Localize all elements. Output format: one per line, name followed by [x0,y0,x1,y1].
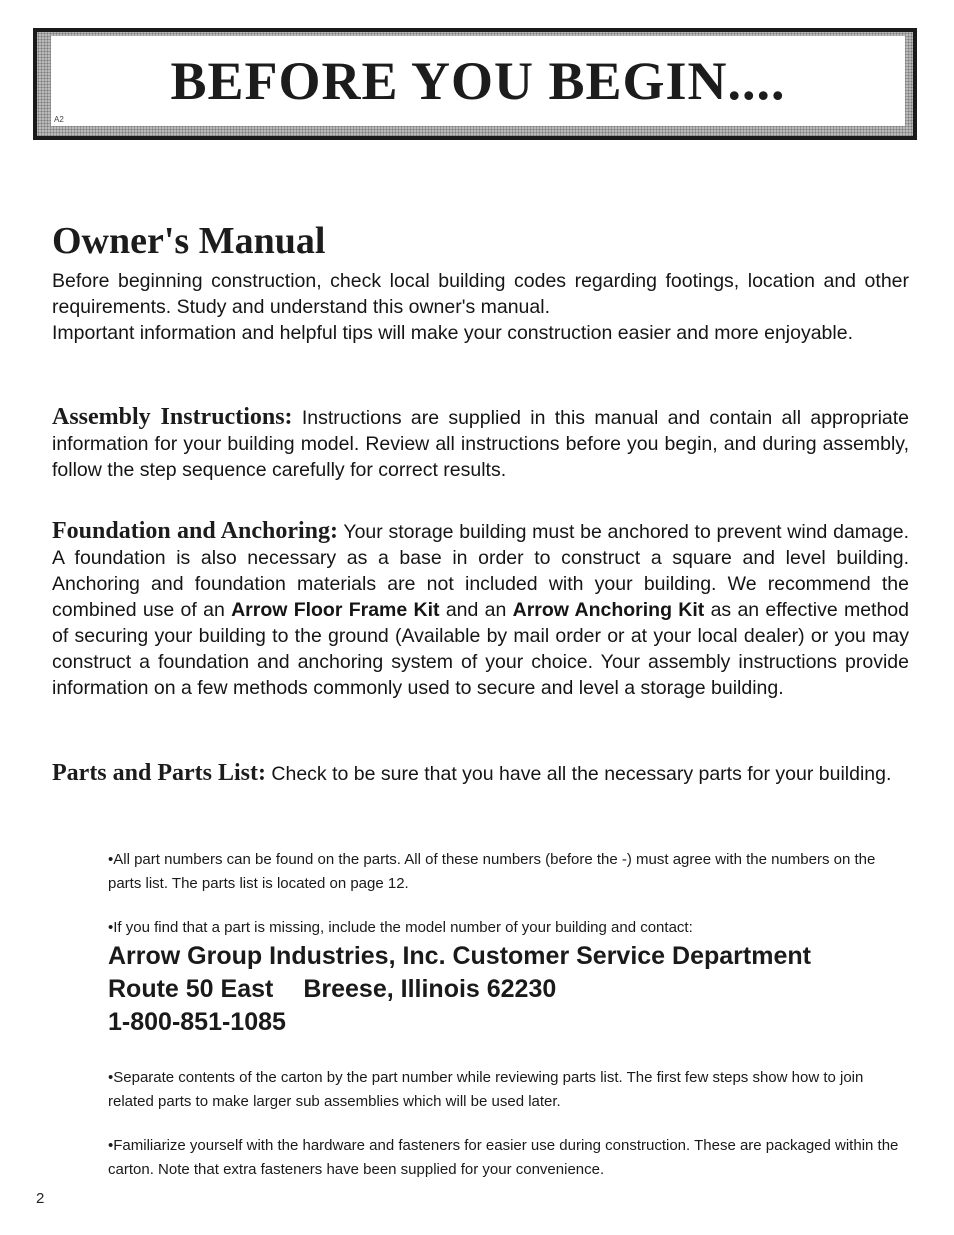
anchoring-kit: Arrow Anchoring Kit [512,599,705,621]
contact-city: Breese, Illinois 62230 [303,975,557,1003]
foundation-text-1: Your storage building must be anchored to prevent wind damage. A foundation is also necessary as a base in order to construct a square and level building. Anchoring and foundation materials are not included with your building. We recommend the combined use of an [52,521,909,621]
assembly-section [52,404,909,483]
banner-inner [51,36,905,126]
owners-manual-para-2: Important information and helpful tips will make your construction easier and more enjoyable. [52,322,853,344]
parts-paragraph [52,760,909,787]
parts-text: Check to be sure that you have all the necessary parts for your building. [271,763,892,785]
foundation-heading: Foundation and Anchoring: [52,518,339,544]
contact-company: Arrow Group Industries, Inc. Customer Service Department [108,942,811,970]
owners-manual-section [52,268,909,346]
foundation-section [52,518,909,701]
floor-frame-kit: Arrow Floor Frame Kit [231,599,440,621]
assembly-text: Instructions are supplied in this manual and contain all appropriate information for your building model. Review all instructions before you begin, and during assembly, follow the step sequence carefully for correct results. [52,407,910,481]
parts-section [52,760,909,787]
bullet-hardware: •Familiarize yourself with the hardware and fasteners for easier use during construction. These are packaged within the carton. Note that extra fasteners have been supplied for your convenience. [108,1137,899,1178]
parts-heading: Parts and Parts List: [52,760,266,786]
bullet-part-numbers: •All part numbers can be found on the parts. All of these numbers (before the -) must agree with the numbers on the parts list. The parts list is located on page 12. [108,851,876,892]
contact-phone: 1-800-851-1085 [108,1008,286,1036]
owners-manual-para-1: Before beginning construction, check local building codes regarding footings, location and other requirements. Study and understand this owner's manual. [52,270,909,318]
contact-address [108,973,928,1006]
contact-block [108,940,928,1039]
page-number: 2 [36,1190,45,1207]
bullet-separate-contents: •Separate contents of the carton by the part number while reviewing parts list. The first few steps show how to join related parts to make larger sub assemblies which will be used later. [108,1069,864,1110]
title-banner [33,28,917,140]
contact-street: Route 50 East [108,975,274,1003]
assembly-paragraph [52,404,909,483]
banner-code: A2 [54,115,64,124]
banner-title: BEFORE YOU BEGIN.... [170,51,786,111]
foundation-paragraph [52,518,909,701]
foundation-text-2: and an [445,599,507,621]
assembly-heading: Assembly Instructions: [52,404,293,430]
foundation-text-3: as an effective method of securing your building to the ground (Available by mail order or at your local dealer) or you may construct a foundation and anchoring system of your choice. Your assembly instructions provide information on a few methods commonly used to secure and level a storage building. [52,599,909,699]
bullet-missing-part: •If you find that a part is missing, include the model number of your building and contact: [108,919,693,936]
owners-manual-heading: Owner's Manual [52,220,326,262]
